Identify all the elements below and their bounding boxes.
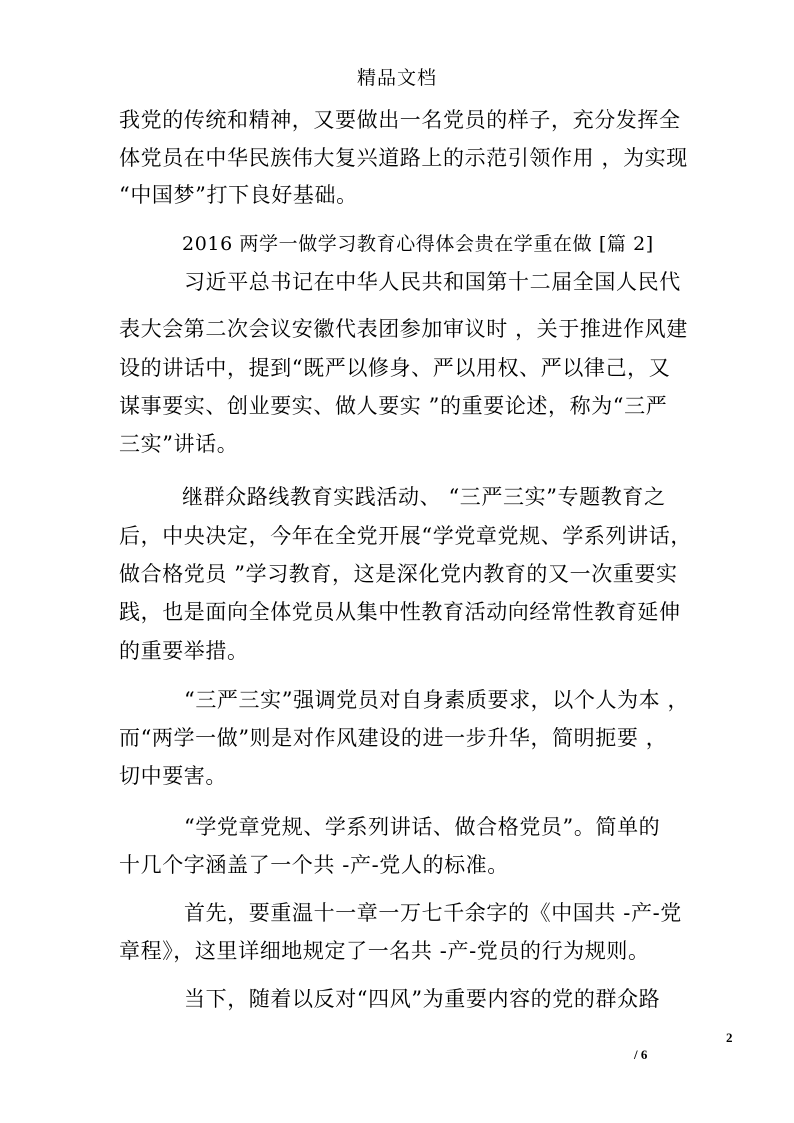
body-text-line: 践，也是面向全体党员从集中性教育活动向经常性教育延伸 bbox=[119, 600, 681, 624]
body-text-line: “中国梦”打下良好基础。 bbox=[119, 183, 358, 207]
body-text-line: 我党的传统和精神，又要做出一名党员的样子，充分发挥全 bbox=[119, 108, 681, 132]
body-text-line: “学党章党规、学系列讲话、做合格党员”。简单的 bbox=[184, 815, 661, 839]
body-text-line: 体党员在中华民族伟大复兴道路上的示范引领作用 ，为实现 bbox=[119, 146, 688, 170]
body-text-line: 章程》，这里详细地规定了一名共 -产-党员的行为规则。 bbox=[119, 939, 650, 963]
page-number: 2 bbox=[726, 1030, 733, 1045]
body-text-line: 习近平总书记在中华人民共和国第十二届全国人民代 bbox=[184, 270, 681, 294]
body-text-line: 谋事要实、创业要实、做人要实 ”的重要论述，称为“三严 bbox=[119, 394, 668, 418]
body-text-line: 当下，随着以反对“四风”为重要内容的党的群众路 bbox=[184, 987, 661, 1011]
document-header-title: 精品文档 bbox=[356, 67, 437, 89]
body-text-line: 设的讲话中，提到“既严以修身、严以用权、严以律己，又 bbox=[119, 356, 671, 380]
body-text-line: 的重要举措。 bbox=[119, 639, 249, 663]
body-text-line: 继群众路线教育实践活动、 “三严三实”专题教育之 bbox=[182, 485, 666, 509]
page-total: / 6 bbox=[634, 1047, 648, 1062]
body-text-line: 首先，要重温十一章一万七千余字的《中国共 -产-党 bbox=[184, 901, 682, 925]
section-heading: 2016 两学一做学习教育心得体会贵在学重在做 [篇 2] bbox=[182, 233, 654, 255]
body-text-line: 三实”讲话。 bbox=[119, 432, 239, 456]
body-text-line: 后，中央决定，今年在全党开展“学党章党规、学系列讲话， bbox=[119, 524, 692, 548]
body-text-line: “三严三实”强调党员对自身素质要求，以个人为本 ， bbox=[184, 688, 690, 712]
body-text-line: 做合格党员 ”学习教育，这是深化党内教育的又一次重要实 bbox=[119, 562, 678, 586]
body-text-line: 表大会第二次会议安徽代表团参加审议时 ，关于推进作风建 bbox=[119, 317, 688, 341]
body-text-line: 十几个字涵盖了一个共 -产-党人的标准。 bbox=[119, 853, 509, 877]
body-text-line: 而“两学一做”则是对作风建设的进一步升华，简明扼要 ， bbox=[119, 726, 668, 750]
body-text-line: 切中要害。 bbox=[119, 764, 227, 788]
